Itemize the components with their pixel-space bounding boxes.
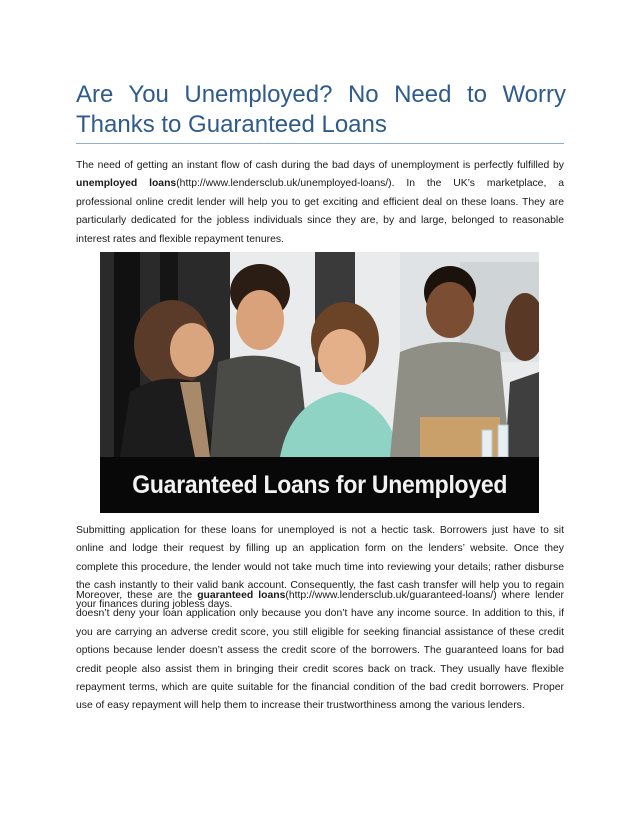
title-underline bbox=[76, 143, 564, 144]
image-caption: Guaranteed Loans for Unemployed bbox=[132, 470, 507, 499]
title-line-2: Thanks to Guaranteed Loans bbox=[76, 111, 387, 138]
application-paragraph: Submitting application for these loans for unemployed is not a hectic task. Borrowers just have to sit online and lodge their request by filling up an application form on the lenders’ website. Once they complete this procedure, the lender would not take much time into reviewing your details; rather disburse the cash instantly to their valid bank account. Consequently, the fast cash transfer will help you to regain your finances during jobless days. bbox=[76, 525, 564, 610]
intro-text-start: The need of getting an instant flow of cash during the bad days of unemployment is perfectly fulfilled by bbox=[76, 160, 564, 171]
guaranteed-text-start: Moreover, these are the bbox=[76, 590, 198, 601]
guaranteed-text-end: (http://www.lendersclub.uk/guaranteed-loans/) where lender doesn’t deny your loan application only because you don’t have any income source. In addition to this, if you are carrying an adverse credit score, you still eligible for seeking financial assistance of these credit options because lender doesn’t assess the credit score of the borrowers. The guaranteed loans for bad credit people also assist them in bringing their credit scores back on track. They usually have flexible repayment terms, which are quite suitable for the financial condition of the bad credit borrowers. Proper use of easy repayment will help them to increase their trustworthiness among the various lenders. bbox=[76, 590, 564, 712]
intro-paragraph bbox=[76, 157, 564, 249]
unemployed-loans-link[interactable]: unemployed loans bbox=[76, 178, 177, 190]
image-caption-banner bbox=[100, 457, 539, 513]
intro-text-end: (http://www.lendersclub.uk/unemployed-loans/). In the UK’s marketplace, a professional online credit lender will help you to get exciting and efficient deal on these loans. They are particularly dedicated for the jobless individuals since they are, by and large, belonged to reasonable interest rates and flexible repayment tenures. bbox=[76, 178, 564, 245]
group-photo-illustration bbox=[100, 252, 539, 457]
article-photo bbox=[100, 252, 539, 513]
guaranteed-loans-link[interactable]: guaranteed loans bbox=[197, 590, 286, 601]
guaranteed-paragraph bbox=[76, 587, 564, 716]
title-line-1: Are You Unemployed? No Need to Worry bbox=[76, 81, 566, 108]
article-title bbox=[76, 80, 566, 140]
